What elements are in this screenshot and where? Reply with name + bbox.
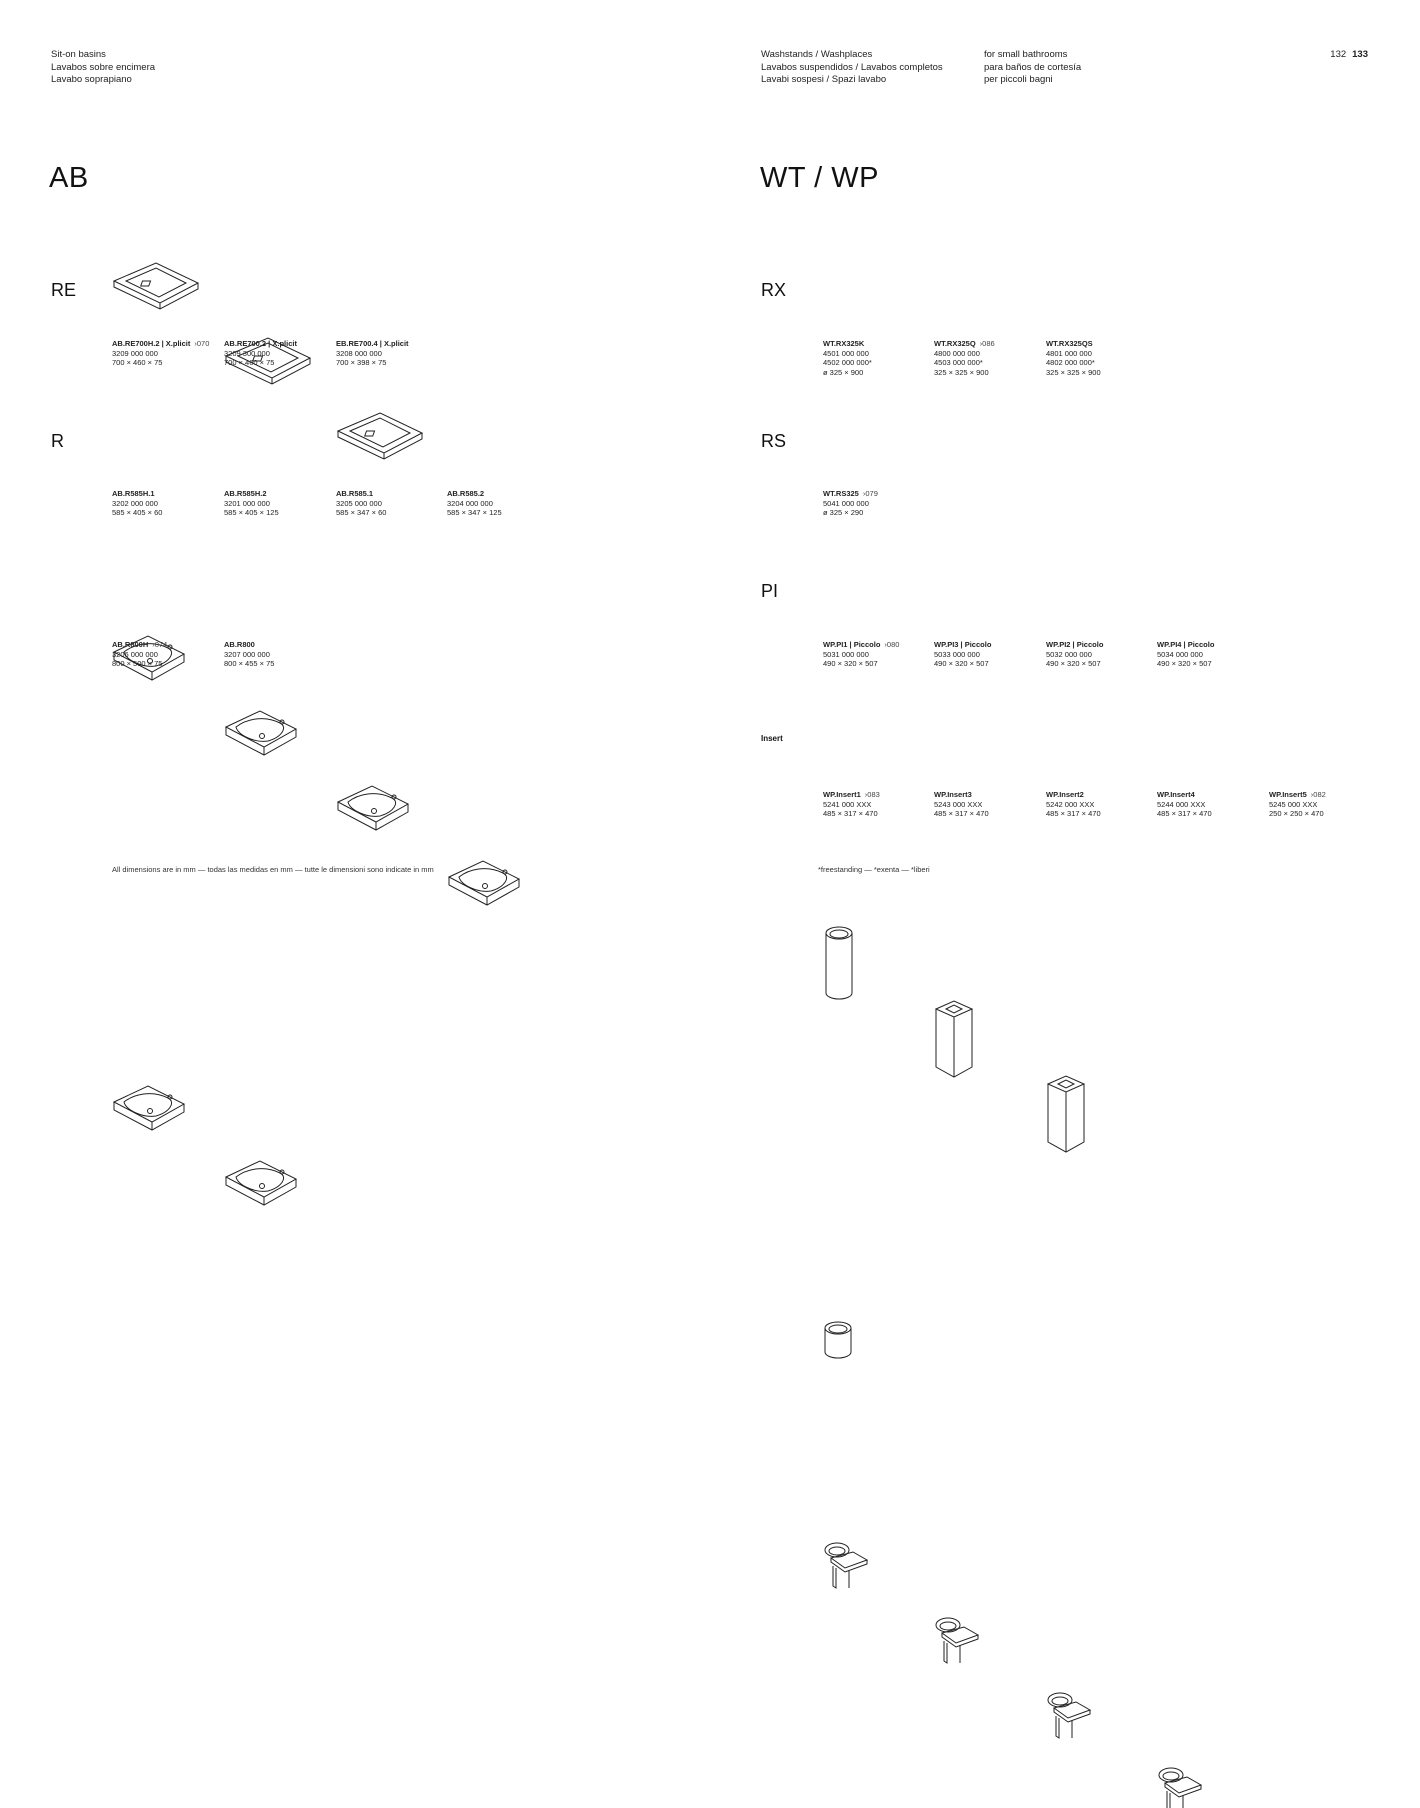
product-caption: [112, 339, 209, 368]
product-name: AB.RE700H.2 | X.plicit: [112, 339, 191, 348]
header-line: Lavabi sospesi / Spazi lavabo: [761, 74, 887, 85]
product-caption: [112, 489, 162, 518]
product-caption: [1046, 640, 1103, 669]
row-label-rs: RS: [761, 431, 787, 451]
product-dimensions: 800 × 500 × 75: [112, 659, 163, 668]
page-reference: ›079: [862, 489, 878, 498]
footer-freestanding-note: *freestanding — *exenta — *liberi: [818, 865, 930, 874]
product-name: WP.PI1 | Piccolo: [823, 640, 881, 649]
product-caption: [823, 339, 872, 377]
product-article-number: 5033 000 000: [934, 649, 980, 659]
product-name: WP.Insert3: [934, 790, 972, 799]
product-name: WT.RX325K: [823, 339, 865, 348]
product-dimensions: 490 × 320 × 507: [1046, 659, 1101, 668]
page-title-left: AB: [49, 162, 89, 194]
flat-basin-drawing: [112, 255, 217, 330]
row-label-re: RE: [51, 280, 77, 300]
product-dimensions: ø 325 × 290: [823, 508, 864, 517]
product-name: WP.PI3 | Piccolo: [934, 640, 992, 649]
product-dimensions: 325 × 325 × 900: [1046, 367, 1101, 377]
product-article-number: 3204 000 000: [447, 498, 493, 508]
product-name: WP.Insert1: [823, 790, 861, 799]
product-article-number: 4801 000 000: [1046, 348, 1092, 358]
row-label-rx: RX: [761, 280, 787, 300]
product-name: AB.R585H.1: [112, 489, 155, 498]
product-dimensions: 585 × 405 × 60: [112, 508, 163, 517]
product-article-number: 3205 000 000: [336, 498, 382, 508]
product-name: AB.RE700.2 | X.plicit: [224, 339, 297, 348]
product-caption: [1157, 790, 1212, 819]
row-label-r: R: [51, 431, 64, 451]
product-name: WP.Insert2: [1046, 790, 1084, 799]
product-dimensions: 585 × 405 × 125: [224, 508, 279, 517]
product-caption: [224, 339, 297, 368]
product-caption: [224, 640, 274, 669]
product-article-number: 4501 000 000: [823, 348, 869, 358]
product-caption: [1046, 790, 1101, 819]
page-reference: ›082: [1310, 790, 1326, 799]
product-article-number: 5241 000 XXX: [823, 799, 872, 809]
product-name: AB.R800H: [112, 640, 149, 649]
product-article-number: 5242 000 XXX: [1046, 799, 1095, 809]
piccolo-washplace-drawing: [1157, 1765, 1262, 1808]
product-dimensions: 250 × 250 × 470: [1269, 809, 1324, 818]
product-caption: [336, 339, 409, 368]
product-article-number: 3206 000 000: [112, 649, 158, 659]
product-article-number: 5032 000 000: [1046, 649, 1092, 659]
product-dimensions: 490 × 320 × 507: [1157, 659, 1212, 668]
section-subtitle-right: [761, 49, 943, 87]
product-name: WT.RX325Q: [934, 339, 976, 348]
bowl-basin-drawing: [112, 1080, 217, 1155]
header-line: para baños de cortesía: [984, 61, 1082, 73]
product-dimensions: 485 × 317 × 470: [1046, 809, 1101, 818]
product-caption: [224, 489, 279, 518]
product-dimensions: 700 × 460 × 75: [224, 358, 275, 367]
product-article-number: 5244 000 XXX: [1157, 799, 1206, 809]
product-article-number: 5031 000 000: [823, 649, 869, 659]
product-caption: [823, 640, 899, 669]
product-article-number: 3201 000 000: [224, 498, 270, 508]
product-article-number: 5243 000 XXX: [934, 799, 983, 809]
product-caption: [1157, 640, 1214, 669]
header-line: Lavabos suspendidos / Lavabos completos: [761, 61, 943, 73]
header-line: Sit-on basins: [51, 49, 106, 60]
page-title-right: WT / WP: [760, 162, 879, 194]
page-numbers: [1330, 49, 1368, 60]
product-dimensions: 490 × 320 × 507: [934, 659, 989, 668]
product-caption: [934, 790, 989, 819]
product-article-number: 3208 000 000: [336, 348, 382, 358]
bowl-basin-drawing: [224, 705, 329, 780]
product-caption: [112, 640, 167, 669]
page-reference: ›083: [864, 790, 880, 799]
product-article-number: 3209 300 000: [224, 348, 270, 358]
square-column-drawing: [934, 999, 1039, 1074]
product-name: WT.RS325: [823, 489, 859, 498]
square-column-drawing: [1046, 1074, 1151, 1149]
product-caption: [934, 640, 991, 669]
round-washstand-drawing: [823, 1320, 928, 1395]
row-label-insert: Insert: [761, 734, 783, 743]
product-name: EB.RE700.4 | X.plicit: [336, 339, 409, 348]
product-name: WT.RX325QS: [1046, 339, 1093, 348]
product-dimensions: 485 × 317 × 470: [1157, 809, 1212, 818]
product-article-number: 5245 000 XXX: [1269, 799, 1318, 809]
product-caption: [1046, 339, 1101, 377]
page-reference: ›074: [152, 640, 168, 649]
product-dimensions: 325 × 325 × 900: [934, 367, 989, 377]
product-dimensions: 800 × 455 × 75: [224, 659, 275, 668]
product-name: AB.R585.1: [336, 489, 374, 498]
product-dimensions: 490 × 320 × 507: [823, 659, 878, 668]
product-caption: [336, 489, 386, 518]
product-article-number: 4802 000 000*: [1046, 358, 1095, 367]
page-number-prev: 132: [1330, 49, 1347, 60]
product-caption: [823, 489, 878, 518]
row-label-pi: PI: [761, 581, 779, 601]
cylinder-column-drawing: [823, 924, 928, 999]
product-dimensions: 700 × 460 × 75: [112, 358, 163, 367]
product-article-number: 3202 000 000: [112, 498, 158, 508]
product-name: WP.Insert5: [1269, 790, 1307, 799]
product-article-number: 5041 000 000: [823, 498, 869, 508]
section-subtitle-small-bathrooms: [984, 49, 1081, 87]
product-name: AB.R800: [224, 640, 255, 649]
header-line: per piccoli bagni: [984, 74, 1053, 85]
product-caption: [823, 790, 880, 819]
product-article-number: 4502 000 000*: [823, 358, 872, 367]
product-caption: [1269, 790, 1326, 819]
product-article-number: 4800 000 000: [934, 348, 980, 358]
bowl-basin-drawing: [447, 855, 552, 930]
product-dimensions: 585 × 347 × 60: [336, 508, 387, 517]
page-number-current: 133: [1352, 49, 1368, 60]
product-name: AB.R585H.2: [224, 489, 267, 498]
product-caption: [447, 489, 502, 518]
product-article-number: 5034 000 000: [1157, 649, 1203, 659]
product-caption: [934, 339, 995, 377]
product-article-number: 3207 000 000: [224, 649, 270, 659]
footer-dimensions-note: All dimensions are in mm — todas las medidas en mm — tutte le dimensioni sono indicate in mm: [112, 865, 434, 874]
product-dimensions: 485 × 317 × 470: [823, 809, 878, 818]
product-article-number: 3209 000 000: [112, 348, 158, 358]
product-name: WP.PI4 | Piccolo: [1157, 640, 1215, 649]
piccolo-washplace-drawing: [823, 1540, 928, 1615]
piccolo-washplace-drawing: [934, 1615, 1039, 1690]
section-subtitle-left: [51, 49, 155, 87]
header-line: for small bathrooms: [984, 49, 1068, 60]
product-dimensions: ø 325 × 900: [823, 367, 864, 377]
flat-basin-drawing: [336, 405, 441, 480]
product-name: WP.PI2 | Piccolo: [1046, 640, 1104, 649]
header-line: Washstands / Washplaces: [761, 49, 873, 60]
product-article-number: 4503 000 000*: [934, 358, 983, 367]
page-reference: ›070: [194, 339, 210, 348]
product-dimensions: 700 × 398 × 75: [336, 358, 387, 367]
bowl-basin-drawing: [224, 1155, 329, 1230]
product-name: WP.Insert4: [1157, 790, 1195, 799]
header-line: Lavabo soprapiano: [51, 74, 132, 85]
product-dimensions: 585 × 347 × 125: [447, 508, 502, 517]
page-reference: ›080: [884, 640, 900, 649]
piccolo-washplace-drawing: [1046, 1690, 1151, 1765]
product-dimensions: 485 × 317 × 470: [934, 809, 989, 818]
header-line: Lavabos sobre encimera: [51, 61, 156, 73]
product-name: AB.R585.2: [447, 489, 485, 498]
page-reference: ›086: [979, 339, 995, 348]
bowl-basin-drawing: [336, 780, 441, 855]
